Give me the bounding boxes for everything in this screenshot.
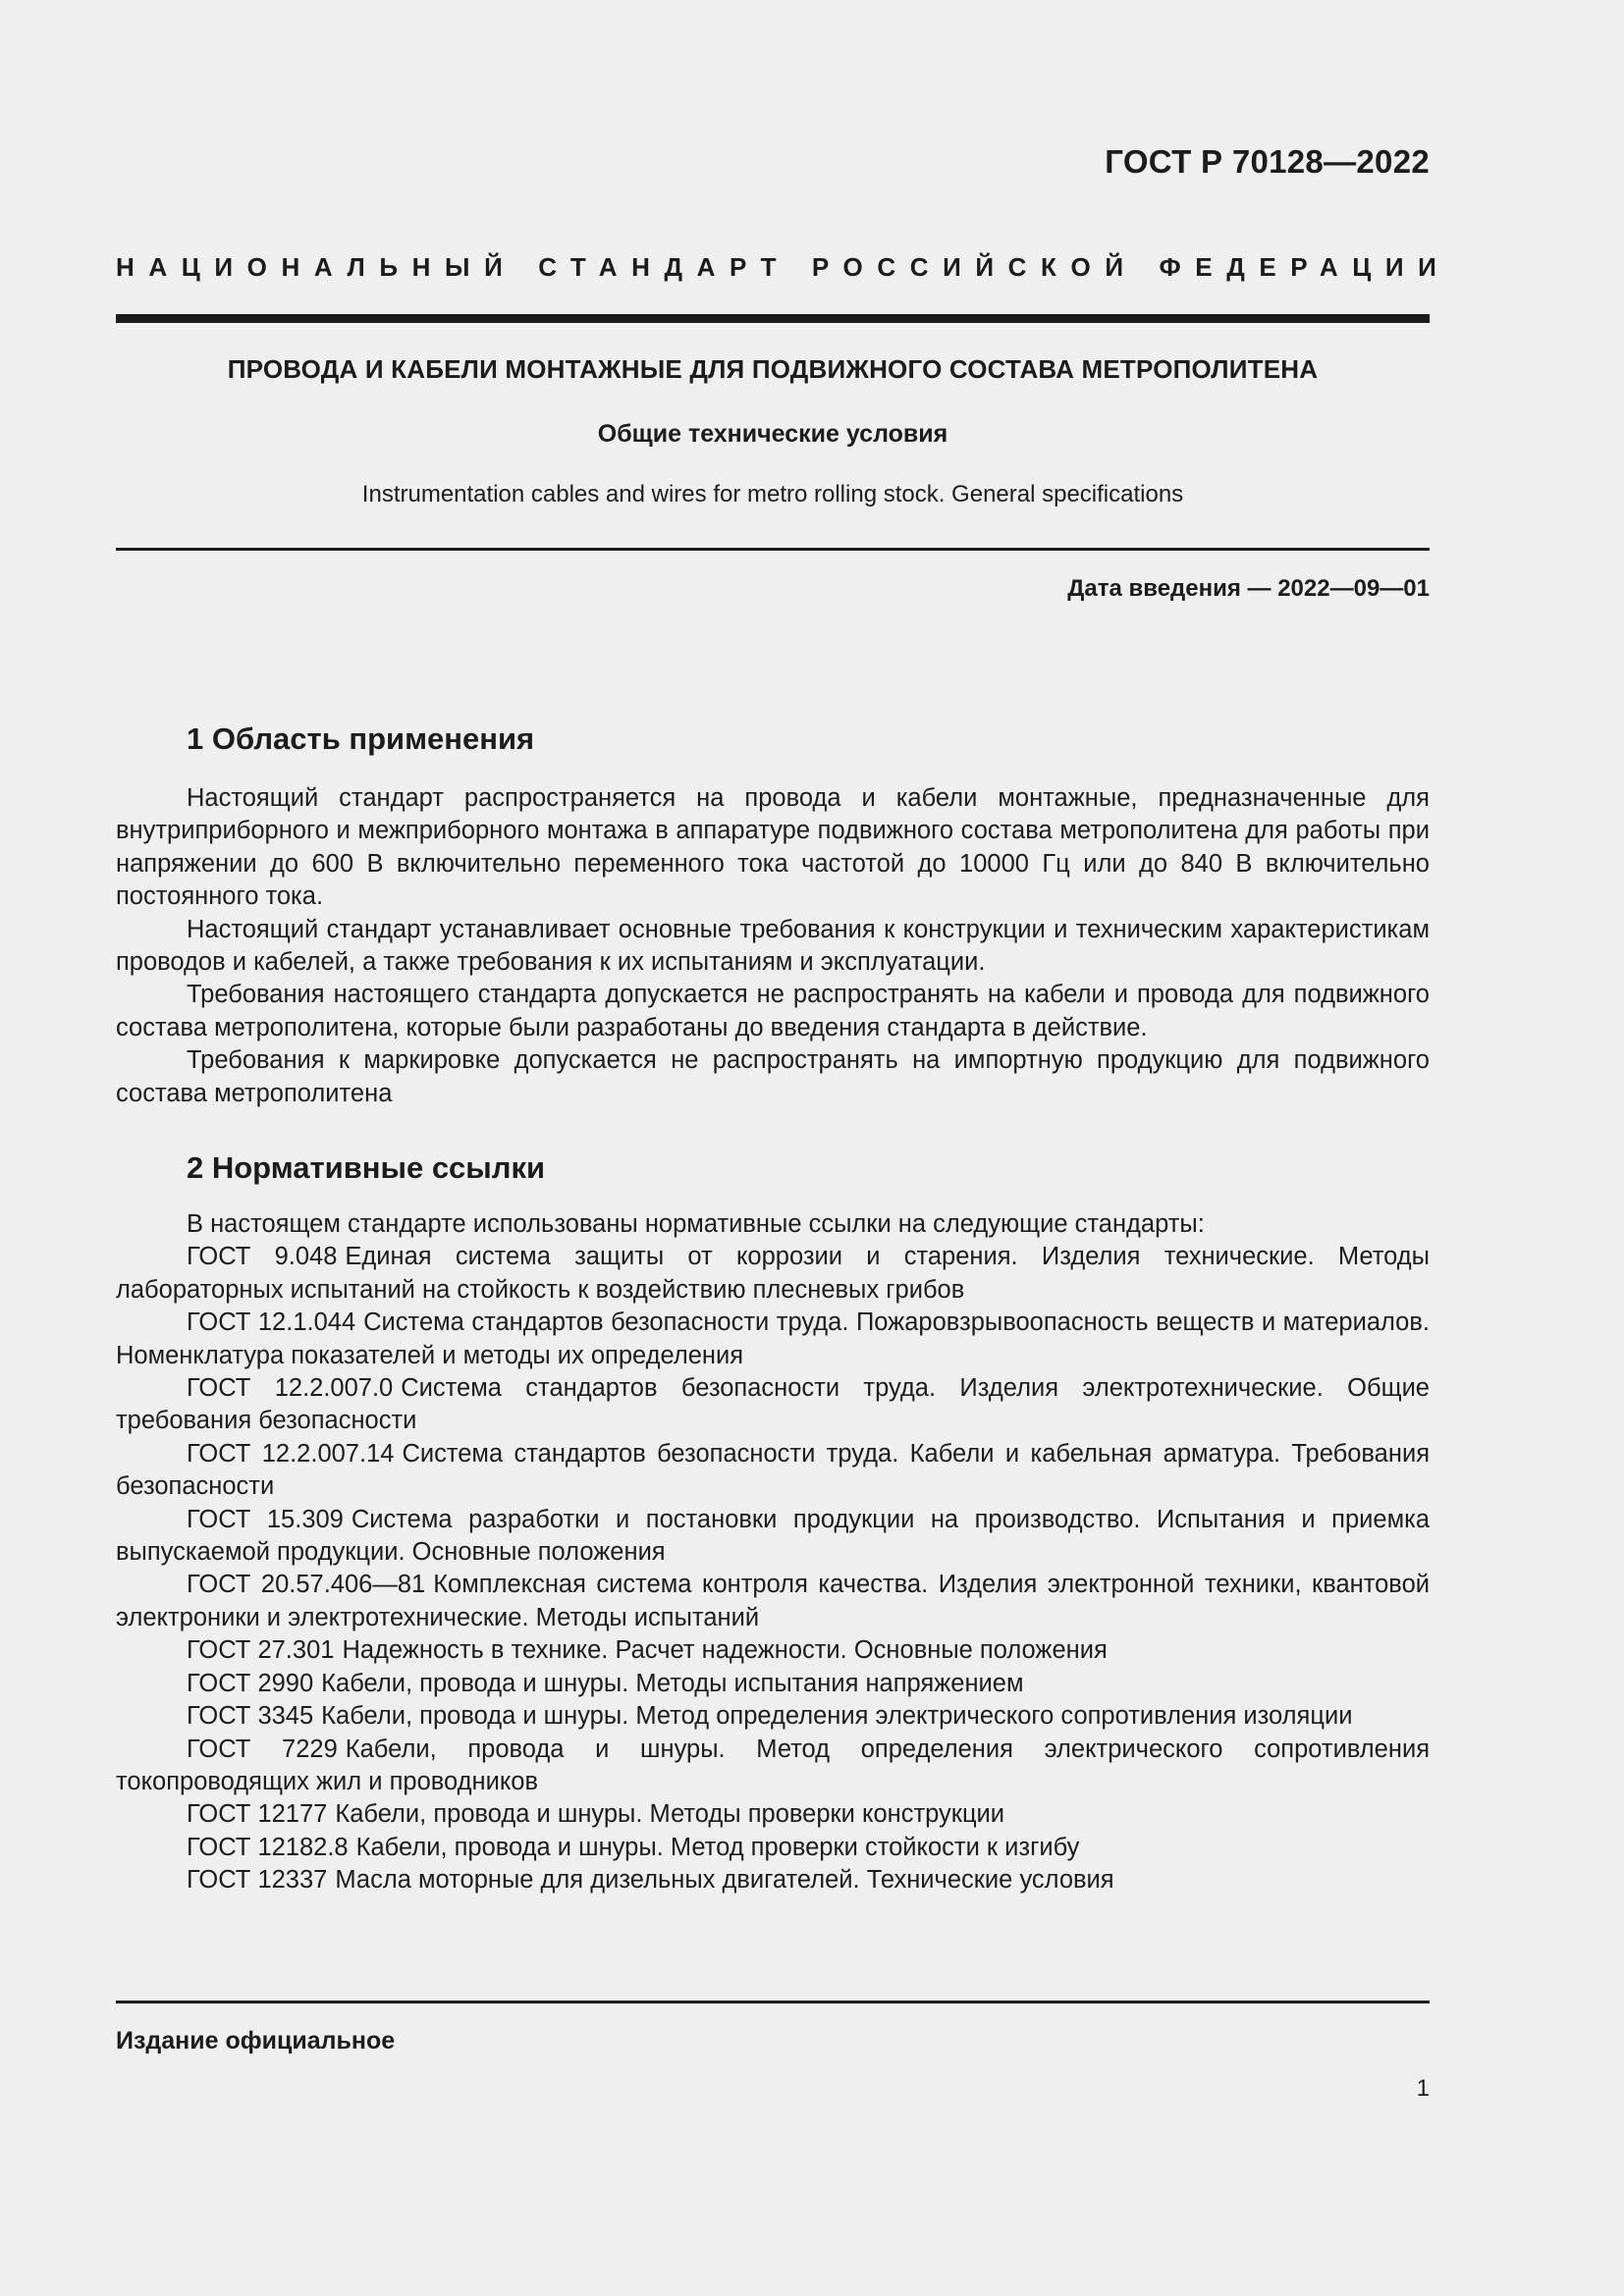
reference-code: ГОСТ 3345 <box>187 1702 314 1731</box>
paragraph: Требования к маркировке допускается не распространять на импортную продукцию для подвижного состава метрополитена <box>116 1046 1430 1107</box>
section-scope-body <box>116 782 1430 1110</box>
reference-item <box>116 1634 1430 1667</box>
reference-title: Система стандартов безопасности труда. Пожаровзрывоопасность веществ и материалов. Номенклатура показателей и методы их определения <box>116 1308 1430 1369</box>
reference-code: ГОСТ 27.301 <box>187 1636 335 1665</box>
reference-code: ГОСТ 12.2.007.14 <box>187 1439 395 1468</box>
reference-code: ГОСТ 15.309 <box>187 1505 344 1533</box>
document-page <box>116 0 1451 2296</box>
section-heading-normative-references: 2 Нормативные ссылки <box>187 1150 546 1185</box>
section-heading-scope: 1 Область применения <box>187 721 535 756</box>
reference-item <box>116 1668 1430 1700</box>
reference-code: ГОСТ 12177 <box>187 1800 328 1829</box>
reference-item <box>116 1832 1430 1864</box>
references-intro: В настоящем стандарте использованы нормативные ссылки на следующие стандарты: <box>187 1210 1205 1238</box>
document-subtitle: Общие технические условия <box>597 420 948 448</box>
section-references-body <box>116 1208 1430 1897</box>
document-title: ПРОВОДА И КАБЕЛИ МОНТАЖНЫЕ ДЛЯ ПОДВИЖНОГО СОСТАВА МЕТРОПОЛИТЕНА <box>227 354 1319 384</box>
reference-title: Кабели, провода и шнуры. Метод определения электрического сопротивления токопроводящих жил и проводников <box>116 1735 1430 1795</box>
reference-title: Комплексная система контроля качества. Изделия электронной техники, квантовой электроники и электротехнические. Методы испытаний <box>116 1571 1430 1631</box>
document-code: ГОСТ Р 70128—2022 <box>1105 143 1430 180</box>
reference-title: Масла моторные для дизельных двигателей. Технические условия <box>335 1866 1114 1895</box>
reference-title: Кабели, провода и шнуры. Метод проверки стойкости к изгибу <box>355 1833 1080 1861</box>
reference-item <box>116 1307 1430 1372</box>
reference-title: Система стандартов безопасности труда. Изделия электротехнические. Общие требования безопасности <box>116 1374 1430 1435</box>
reference-code: ГОСТ 2990 <box>187 1669 314 1697</box>
reference-title: Система стандартов безопасности труда. Кабели и кабельная арматура. Требования безопасности <box>116 1439 1431 1501</box>
reference-item <box>116 1372 1430 1438</box>
footer-divider <box>116 2001 1430 2003</box>
paragraph: Требования настоящего стандарта допускается не распространять на кабели и провода для подвижного состава метрополитена, которые были разработаны до введения стандарта в действие. <box>116 981 1430 1041</box>
reference-item <box>116 1504 1430 1570</box>
reference-code: ГОСТ 20.57.406—81 <box>187 1571 426 1599</box>
reference-item <box>116 1438 1430 1504</box>
paragraph: Настоящий стандарт распространяется на провода и кабели монтажные, предназначенные для внутриприборного и межприборного монтажа в аппаратуре подвижного состава метрополитена для работы при напряжении до 600 В включительно переменного тока частотой до 10000 Гц или до 840 В включительно постоянного тока. <box>116 784 1430 911</box>
reference-code: ГОСТ 9.048 <box>187 1243 338 1271</box>
reference-title: Надежность в технике. Расчет надежности. Основные положения <box>342 1636 1108 1665</box>
reference-item <box>116 1241 1430 1307</box>
reference-item <box>116 1569 1430 1634</box>
reference-code: ГОСТ 12337 <box>187 1866 328 1895</box>
page-number: 1 <box>1416 2075 1430 2102</box>
english-title: Instrumentation cables and wires for metro rolling stock. General specifications <box>361 481 1184 507</box>
title-divider <box>116 548 1430 551</box>
reference-item <box>116 1864 1430 1896</box>
reference-item <box>116 1798 1430 1831</box>
introduction-date: Дата введения — 2022—09—01 <box>1067 575 1430 602</box>
header-divider <box>116 314 1430 323</box>
national-standard-banner: НАЦИОНАЛЬНЫЙ СТАНДАРТ РОССИЙСКОЙ ФЕДЕРАЦИИ <box>116 252 1451 282</box>
reference-list <box>116 1241 1430 1896</box>
reference-title: Кабели, провода и шнуры. Методы проверки конструкции <box>335 1800 1005 1829</box>
reference-code: ГОСТ 7229 <box>187 1735 338 1763</box>
reference-item <box>116 1734 1430 1799</box>
reference-item <box>116 1700 1430 1733</box>
reference-code: ГОСТ 12182.8 <box>187 1833 349 1861</box>
official-edition-label: Издание официальное <box>116 2027 396 2055</box>
reference-title: Кабели, провода и шнуры. Методы испытания напряжением <box>321 1669 1024 1697</box>
reference-title: Система разработки и постановки продукции на производство. Испытания и приемка выпускаемой продукции. Основные положения <box>116 1505 1431 1567</box>
reference-code: ГОСТ 12.2.007.0 <box>187 1374 394 1403</box>
paragraph: Настоящий стандарт устанавливает основные требования к конструкции и техническим характеристикам проводов и кабелей, а также требования к их испытаниям и эксплуатации. <box>116 915 1430 977</box>
reference-title: Кабели, провода и шнуры. Метод определения электрического сопротивления изоляции <box>321 1702 1353 1731</box>
reference-title: Единая система защиты от коррозии и старения. Изделия технические. Методы лабораторных испытаний на стойкость к воздействию плесневых грибов <box>116 1243 1430 1304</box>
reference-code: ГОСТ 12.1.044 <box>187 1308 356 1337</box>
